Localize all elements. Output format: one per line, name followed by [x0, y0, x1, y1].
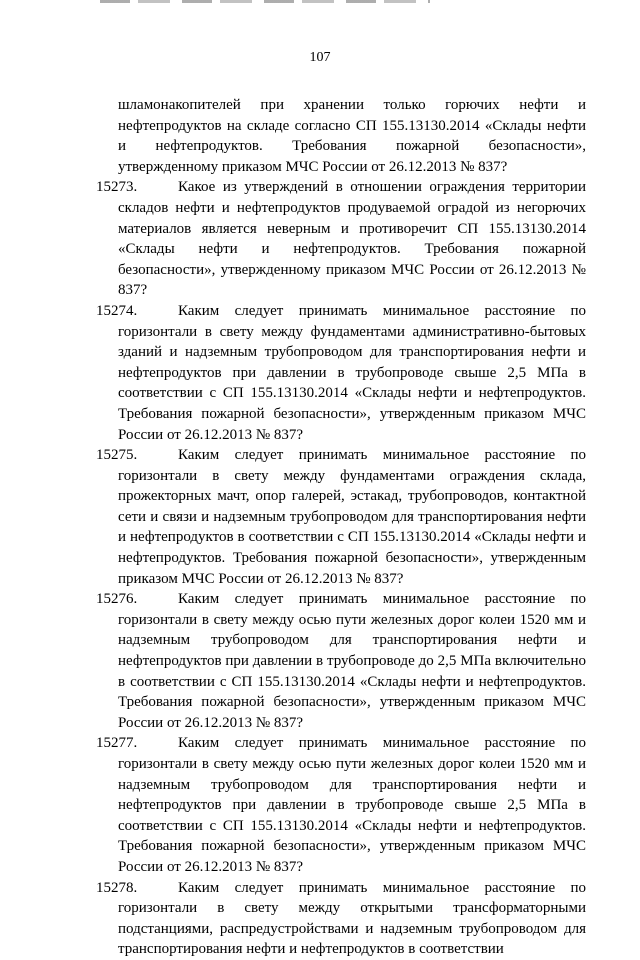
question-text: Каким следует принимать минимальное расстояние по горизонтали в свету между осью пути железных дорог колеи 1520 мм и надземным трубопроводом для транспортирования нефти и нефтепродуктов при давлении в трубопроводе до 2,5 МПа включительно в соответствии с СП 155.13130.2014 «Склады нефти и нефтепродуктов. Требования пожарной безопасности», утвержденным приказом МЧС России от 26.12.2013 № 837? — [118, 591, 586, 731]
question-text: Каким следует принимать минимальное расстояние по горизонтали в свету между фундаментами ограждения склада, прожекторных мачт, опор галерей, эстакад, трубопроводов, контактной сети и связи и надземным трубопроводом для транспортирования нефти и нефтепродуктов в соответствии с СП 155.13130.2014 «Склады нефти и нефтепродуктов. Требования пожарной безопасности», утвержденным приказом МЧС России от 26.12.2013 № 837? — [118, 447, 586, 587]
question-item — [96, 733, 586, 877]
question-item — [96, 177, 586, 301]
question-item — [96, 878, 586, 960]
question-text: Каким следует принимать минимальное расстояние по горизонтали в свету между открытыми трансформаторными подстанциями, распредустройствами и надземным трубопроводом для транспортирования нефти и нефтепродуктов в соответствии — [118, 879, 586, 958]
question-text: Каким следует принимать минимальное расстояние по горизонтали в свету между осью пути железных дорог колеи 1520 мм и надземным трубопроводом для транспортирования нефти и нефтепродуктов при давлении в трубопроводе свыше 2,5 МПа в соответствии с СП 155.13130.2014 «Склады нефти и нефтепродуктов. Требования пожарной безопасности», утвержденным приказом МЧС России от 26.12.2013 № 837? — [118, 735, 586, 875]
question-number: 15276. — [96, 591, 138, 608]
page-number: 107 — [309, 50, 331, 65]
question-item — [96, 301, 586, 445]
scan-artifact-line — [100, 0, 430, 3]
question-item — [96, 589, 586, 733]
continued-paragraph: шламонакопителей при хранении только горючих нефти и нефтепродуктов на складе согласно СП 155.13130.2014 «Склады нефти и нефтепродуктов. Требования пожарной безопасности», утвержденному приказом МЧС России от 26.12.2013 № 837? — [118, 97, 586, 175]
question-number: 15275. — [96, 447, 138, 464]
question-item — [96, 445, 586, 589]
question-number: 15278. — [96, 879, 138, 896]
question-number: 15274. — [96, 302, 138, 319]
question-text: Каким следует принимать минимальное расстояние по горизонтали в свету между фундаментами административно-бытовых зданий и надземным трубопроводом для транспортирования нефти и нефтепродуктов при давлении в трубопроводе свыше 2,5 МПа в соответствии с СП 155.13130.2014 «Склады нефти и нефтепродуктов. Требования пожарной безопасности», утвержденным приказом МЧС России от 26.12.2013 № 837? — [118, 302, 586, 443]
page-content — [96, 95, 586, 960]
question-number: 15277. — [96, 735, 138, 752]
question-number: 15273. — [96, 179, 138, 196]
question-text: Какое из утверждений в отношении ограждения территории складов нефти и нефтепродуктов продуваемой оградой из негорючих материалов является неверным и противоречит СП 155.13130.2014 «Склады нефти и нефтепродуктов. Требования пожарной безопасности», утвержденному приказом МЧС России от 26.12.2013 № 837? — [118, 179, 586, 299]
